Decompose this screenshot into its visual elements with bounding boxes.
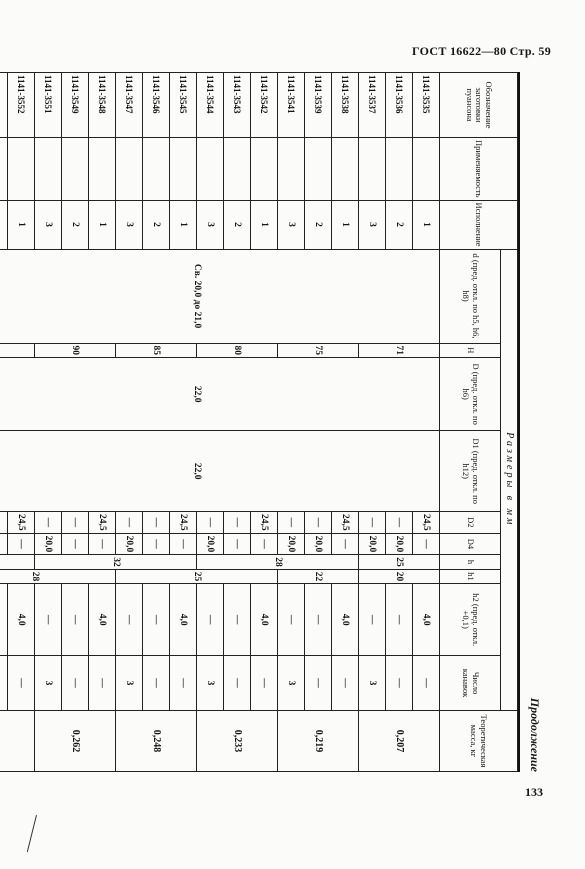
row-code: 1141-3549 bbox=[62, 73, 89, 138]
row-applicability bbox=[143, 138, 170, 201]
col-D: D (пред. откл. по h6) bbox=[440, 358, 501, 431]
page-header: ГОСТ 16622—80 Стр. 59 bbox=[411, 44, 551, 58]
group-mass: 0,248 bbox=[116, 711, 197, 772]
row-code bbox=[0, 73, 8, 138]
row-D4: — bbox=[62, 533, 89, 555]
row-D4: — bbox=[89, 533, 116, 555]
top-rule bbox=[518, 72, 520, 772]
row-grooves: 3 bbox=[116, 656, 143, 711]
row-h2: — bbox=[386, 584, 413, 656]
row-grooves: — bbox=[143, 656, 170, 711]
col-d: d (пред. откл. по h5, h6, h8) bbox=[440, 249, 501, 343]
row-applicability bbox=[197, 138, 224, 201]
row-exec: 2 bbox=[62, 200, 89, 249]
col-mass: Теоретическая масса, кг bbox=[440, 711, 518, 772]
row-h2: 4,0 bbox=[89, 584, 116, 656]
row-h2: 4,0 bbox=[251, 584, 278, 656]
row-exec: 3 bbox=[35, 200, 62, 249]
row-D2: 24,5 bbox=[413, 512, 440, 534]
row-h2: 4,0 bbox=[413, 584, 440, 656]
row-D4: — bbox=[224, 533, 251, 555]
row-D2: — bbox=[359, 512, 386, 534]
col-designation: Обозначение заготовки пуансона bbox=[440, 73, 518, 138]
group-h1: 20 bbox=[359, 569, 440, 584]
row-h2: — bbox=[143, 584, 170, 656]
row-applicability bbox=[359, 138, 386, 201]
row-applicability bbox=[413, 138, 440, 201]
row-code: 1141-3546 bbox=[143, 73, 170, 138]
row-applicability bbox=[8, 138, 35, 201]
row-D2: — bbox=[305, 512, 332, 534]
continuation-label: Продолжение bbox=[528, 697, 542, 772]
group-H bbox=[0, 343, 35, 358]
row-applicability bbox=[305, 138, 332, 201]
row-code: 1141-3541 bbox=[278, 73, 305, 138]
row-applicability bbox=[224, 138, 251, 201]
row-h2: 4,0 bbox=[170, 584, 197, 656]
row-h2: — bbox=[197, 584, 224, 656]
row-D2: 24,5 bbox=[170, 512, 197, 534]
group-H: 75 bbox=[278, 343, 359, 358]
d-value: Св. 20,0 до 21,0 bbox=[0, 249, 440, 343]
row-exec: 3 bbox=[197, 200, 224, 249]
D-value: 22,0 bbox=[0, 358, 440, 431]
row-D4: — bbox=[143, 533, 170, 555]
col-H: H bbox=[440, 343, 501, 358]
row-D2: 24,5 bbox=[8, 512, 35, 534]
group-H: 71 bbox=[359, 343, 440, 358]
row-h2: — bbox=[278, 584, 305, 656]
group-h: 32 bbox=[35, 555, 197, 570]
row-grooves: — bbox=[413, 656, 440, 711]
row-grooves: — bbox=[305, 656, 332, 711]
group-H: 85 bbox=[116, 343, 197, 358]
row-D4: 20,0 bbox=[305, 533, 332, 555]
row-exec: 3 bbox=[116, 200, 143, 249]
row-grooves: 3 bbox=[278, 656, 305, 711]
row-grooves: 3 bbox=[197, 656, 224, 711]
row-D4: 20,0 bbox=[386, 533, 413, 555]
group-h1: 28 bbox=[0, 569, 116, 584]
row-exec: 1 bbox=[332, 200, 359, 249]
row-D2: — bbox=[143, 512, 170, 534]
group-h1: 25 bbox=[116, 569, 278, 584]
row-h2: — bbox=[359, 584, 386, 656]
col-grooves: Число канавок bbox=[440, 656, 501, 711]
row-exec bbox=[0, 200, 8, 249]
row-code: 1141-3539 bbox=[305, 73, 332, 138]
col-applicability: Применяемость bbox=[440, 138, 518, 201]
group-h: 25 bbox=[359, 555, 440, 570]
row-exec: 3 bbox=[359, 200, 386, 249]
col-D1: D1 (пред. откл. по h12) bbox=[440, 431, 501, 512]
row-D4: 20,0 bbox=[116, 533, 143, 555]
group-H: 80 bbox=[197, 343, 278, 358]
group-H: 90 bbox=[35, 343, 116, 358]
row-exec: 2 bbox=[224, 200, 251, 249]
row-exec: 1 bbox=[251, 200, 278, 249]
rotated-table-block bbox=[16, 72, 542, 772]
row-D4: — bbox=[332, 533, 359, 555]
row-D2: — bbox=[386, 512, 413, 534]
row-exec: 1 bbox=[170, 200, 197, 249]
row-grooves: — bbox=[8, 656, 35, 711]
row-h2: — bbox=[305, 584, 332, 656]
row-applicability bbox=[89, 138, 116, 201]
row-D2: — bbox=[278, 512, 305, 534]
row-D4: 20,0 bbox=[278, 533, 305, 555]
group-h bbox=[0, 555, 35, 570]
band-title: Размеры в мм bbox=[501, 249, 518, 710]
row-applicability bbox=[170, 138, 197, 201]
row-D4: — bbox=[170, 533, 197, 555]
row-D2: 24,5 bbox=[89, 512, 116, 534]
row-applicability bbox=[251, 138, 278, 201]
row-grooves: — bbox=[386, 656, 413, 711]
row-exec: 1 bbox=[413, 200, 440, 249]
page-number: 133 bbox=[525, 785, 543, 799]
row-D2: 24,5 bbox=[251, 512, 278, 534]
row-D2 bbox=[0, 512, 8, 534]
row-applicability bbox=[35, 138, 62, 201]
row-applicability bbox=[0, 138, 8, 201]
row-D4: — bbox=[251, 533, 278, 555]
row-D2: 24,5 bbox=[332, 512, 359, 534]
row-grooves: — bbox=[224, 656, 251, 711]
group-mass: 0,233 bbox=[197, 711, 278, 772]
row-h2: 4,0 bbox=[8, 584, 35, 656]
row-exec: 2 bbox=[305, 200, 332, 249]
row-D2: — bbox=[224, 512, 251, 534]
row-code: 1141-3548 bbox=[89, 73, 116, 138]
row-D2: — bbox=[197, 512, 224, 534]
row-applicability bbox=[386, 138, 413, 201]
group-h: 28 bbox=[197, 555, 359, 570]
row-code: 1141-3537 bbox=[359, 73, 386, 138]
col-execution: Исполнение bbox=[440, 200, 518, 249]
group-h1: 22 bbox=[278, 569, 359, 584]
row-D2: — bbox=[116, 512, 143, 534]
row-D4: — bbox=[8, 533, 35, 555]
row-code: 1141-3535 bbox=[413, 73, 440, 138]
col-h2: h2 (пред. откл. +0,1) bbox=[440, 584, 501, 656]
row-D4: — bbox=[413, 533, 440, 555]
row-grooves: 3 bbox=[359, 656, 386, 711]
row-grooves: — bbox=[251, 656, 278, 711]
row-code: 1141-3538 bbox=[332, 73, 359, 138]
col-D4: D4 bbox=[440, 533, 501, 555]
row-code: 1141-3543 bbox=[224, 73, 251, 138]
row-D4: 20,0 bbox=[197, 533, 224, 555]
row-code: 1141-3542 bbox=[251, 73, 278, 138]
col-D2: D2 bbox=[440, 512, 501, 534]
row-code: 1141-3551 bbox=[35, 73, 62, 138]
row-grooves bbox=[0, 656, 8, 711]
row-h2: — bbox=[116, 584, 143, 656]
group-mass: 0,262 bbox=[35, 711, 116, 772]
col-h1: h1 bbox=[440, 569, 501, 584]
row-applicability bbox=[332, 138, 359, 201]
row-h2: — bbox=[224, 584, 251, 656]
table-body bbox=[0, 73, 440, 772]
group-mass: 0,219 bbox=[278, 711, 359, 772]
row-D2: — bbox=[62, 512, 89, 534]
row-code: 1141-3545 bbox=[170, 73, 197, 138]
group-mass bbox=[0, 711, 35, 772]
row-grooves: 3 bbox=[35, 656, 62, 711]
group-mass: 0,207 bbox=[359, 711, 440, 772]
row-h2: 4,0 bbox=[332, 584, 359, 656]
row-code: 1141-3547 bbox=[116, 73, 143, 138]
row-D2: — bbox=[35, 512, 62, 534]
col-h: h bbox=[440, 555, 501, 570]
row-exec: 1 bbox=[89, 200, 116, 249]
row-applicability bbox=[62, 138, 89, 201]
row-exec: 3 bbox=[278, 200, 305, 249]
dimensions-table bbox=[0, 72, 518, 772]
row-h2: — bbox=[35, 584, 62, 656]
row-code: 1141-3536 bbox=[386, 73, 413, 138]
row-applicability bbox=[278, 138, 305, 201]
row-grooves: — bbox=[89, 656, 116, 711]
pen-mark bbox=[27, 815, 37, 852]
row-D4 bbox=[0, 533, 8, 555]
row-code: 1141-3552 bbox=[8, 73, 35, 138]
row-h2: — bbox=[62, 584, 89, 656]
row-grooves: — bbox=[62, 656, 89, 711]
row-D4: 20,0 bbox=[359, 533, 386, 555]
row-exec: 1 bbox=[8, 200, 35, 249]
D1-value: 22,0 bbox=[0, 431, 440, 512]
row-h2 bbox=[0, 584, 8, 656]
row-exec: 2 bbox=[143, 200, 170, 249]
row-grooves: — bbox=[332, 656, 359, 711]
row-applicability bbox=[116, 138, 143, 201]
table-row bbox=[413, 73, 440, 772]
row-exec: 2 bbox=[386, 200, 413, 249]
row-D4: 20,0 bbox=[35, 533, 62, 555]
row-grooves: — bbox=[170, 656, 197, 711]
row-code: 1141-3544 bbox=[197, 73, 224, 138]
